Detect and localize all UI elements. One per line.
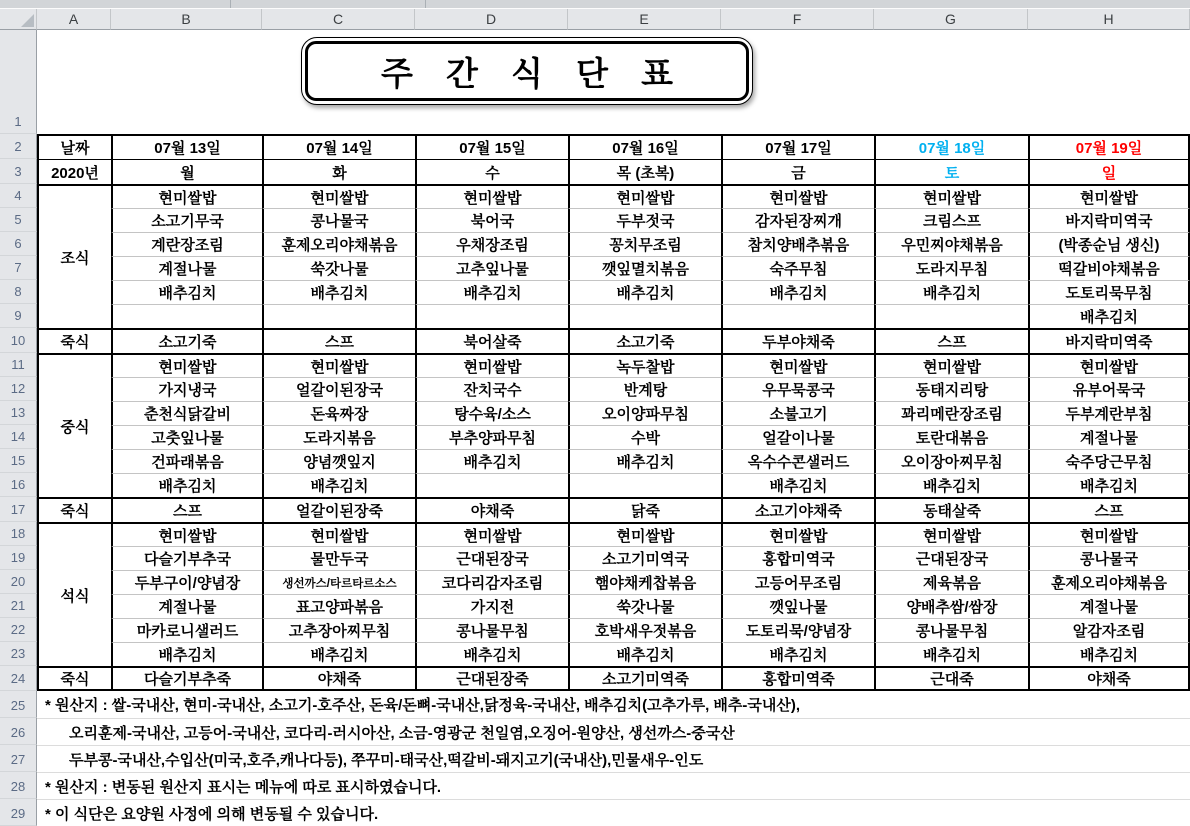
- lunch-menu-cell[interactable]: 유부어묵국: [1028, 377, 1190, 401]
- year-label-cell[interactable]: 2020년: [37, 159, 111, 184]
- column-header-e[interactable]: E: [568, 9, 721, 30]
- date-label-cell[interactable]: 날짜: [37, 134, 111, 159]
- window-top-strip: [0, 0, 1190, 9]
- dinner-menu-cell[interactable]: 배추김치: [1028, 642, 1190, 666]
- breakfast-menu-cell[interactable]: 떡갈비야채볶음: [1028, 256, 1190, 280]
- lunch-menu-cell[interactable]: 수박: [568, 425, 721, 449]
- porridge-menu-cell[interactable]: 근대죽: [874, 666, 1028, 691]
- origin-note-line[interactable]: 오리훈제-국내산, 고등어-국내산, 코다리-러시아산, 소금-영광군 천일염,오징어-원양산, 생선까스-중국산: [37, 718, 1190, 745]
- porridge-menu-cell[interactable]: 스프: [262, 328, 415, 353]
- breakfast-menu-cell[interactable]: 소고기무국: [111, 208, 262, 232]
- dinner-menu-cell[interactable]: 배추김치: [415, 642, 568, 666]
- date-header-cell-sunday[interactable]: 07월 19일: [1028, 134, 1190, 159]
- lunch-menu-cell[interactable]: 토란대볶음: [874, 425, 1028, 449]
- dinner-menu-cell[interactable]: 양배추쌈/쌈장: [874, 594, 1028, 618]
- row-number[interactable]: 13: [0, 401, 37, 425]
- date-header-cell[interactable]: 07월 15일: [415, 134, 568, 159]
- breakfast-menu-cell[interactable]: 숙주무침: [721, 256, 874, 280]
- lunch-menu-cell[interactable]: 가지냉국: [111, 377, 262, 401]
- porridge-label[interactable]: 죽식: [37, 328, 111, 353]
- row-number[interactable]: 5: [0, 208, 37, 232]
- porridge-menu-cell[interactable]: 스프: [1028, 497, 1190, 522]
- meal-section-label-lunch[interactable]: 중식: [37, 353, 111, 497]
- dinner-menu-cell[interactable]: 근대된장국: [874, 546, 1028, 570]
- lunch-menu-cell[interactable]: 배추김치: [415, 449, 568, 473]
- breakfast-menu-cell[interactable]: 배추김치: [721, 280, 874, 304]
- breakfast-menu-cell[interactable]: 쑥갓나물: [262, 256, 415, 280]
- meal-section-label-breakfast[interactable]: 조식: [37, 184, 111, 328]
- row-number[interactable]: 23: [0, 642, 37, 666]
- title-row: [37, 30, 1190, 134]
- breakfast-menu-cell[interactable]: 깻잎멸치볶음: [568, 256, 721, 280]
- lunch-menu-cell[interactable]: 반계탕: [568, 377, 721, 401]
- row-number[interactable]: 14: [0, 425, 37, 449]
- day-header-cell-sunday[interactable]: 일: [1028, 159, 1190, 184]
- lunch-menu-cell[interactable]: 배추김치: [721, 473, 874, 497]
- lunch-menu-cell[interactable]: 두부계란부침: [1028, 401, 1190, 425]
- lunch-menu-cell[interactable]: 현미쌀밥: [874, 353, 1028, 377]
- row-number[interactable]: 17: [0, 497, 37, 522]
- row-number[interactable]: 12: [0, 377, 37, 401]
- dinner-menu-cell[interactable]: 배추김치: [874, 642, 1028, 666]
- lunch-menu-cell[interactable]: 현미쌀밥: [415, 353, 568, 377]
- lunch-menu-cell[interactable]: 건파래볶음: [111, 449, 262, 473]
- dinner-menu-cell[interactable]: 물만두국: [262, 546, 415, 570]
- dinner-menu-cell[interactable]: 현미쌀밥: [874, 522, 1028, 546]
- breakfast-menu-cell[interactable]: 배추김치: [1028, 304, 1190, 328]
- origin-note-line[interactable]: 두부콩-국내산,수입산(미국,호주,캐나다등), 쭈꾸미-태국산,떡갈비-돼지고기(국내산),민물새우-인도: [37, 745, 1190, 772]
- column-header-b[interactable]: B: [111, 9, 262, 30]
- breakfast-menu-cell[interactable]: 계란장조림: [111, 232, 262, 256]
- dinner-menu-cell[interactable]: 생선까스/타르타르소스: [262, 570, 415, 594]
- breakfast-menu-cell[interactable]: 바지락미역국: [1028, 208, 1190, 232]
- porridge-menu-cell[interactable]: 바지락미역죽: [1028, 328, 1190, 353]
- row-number[interactable]: 16: [0, 473, 37, 497]
- day-header-cell[interactable]: 화: [262, 159, 415, 184]
- dinner-menu-cell[interactable]: 가지전: [415, 594, 568, 618]
- breakfast-menu-cell[interactable]: [111, 304, 262, 328]
- breakfast-menu-cell[interactable]: [415, 304, 568, 328]
- lunch-menu-cell[interactable]: 현미쌀밥: [111, 353, 262, 377]
- breakfast-menu-cell[interactable]: [721, 304, 874, 328]
- strip-divider: [425, 0, 426, 8]
- column-header-c[interactable]: C: [262, 9, 415, 30]
- lunch-menu-cell[interactable]: 녹두찰밥: [568, 353, 721, 377]
- porridge-menu-cell[interactable]: 얼갈이된장죽: [262, 497, 415, 522]
- porridge-menu-cell[interactable]: 야채죽: [1028, 666, 1190, 691]
- dinner-menu-cell[interactable]: 콩나물무침: [874, 618, 1028, 642]
- porridge-menu-cell[interactable]: 북어살죽: [415, 328, 568, 353]
- day-header-cell[interactable]: 금: [721, 159, 874, 184]
- breakfast-menu-cell[interactable]: 우채장조림: [415, 232, 568, 256]
- dinner-menu-cell[interactable]: 고등어무조림: [721, 570, 874, 594]
- lunch-menu-cell[interactable]: 얼갈이된장국: [262, 377, 415, 401]
- row-number[interactable]: 4: [0, 184, 37, 208]
- row-number[interactable]: 15: [0, 449, 37, 473]
- row-number[interactable]: 10: [0, 328, 37, 353]
- row-number[interactable]: 29: [0, 799, 37, 826]
- porridge-menu-cell[interactable]: 소고기야채죽: [721, 497, 874, 522]
- lunch-menu-cell[interactable]: 양념깻잎지: [262, 449, 415, 473]
- breakfast-menu-cell[interactable]: 콩나물국: [262, 208, 415, 232]
- porridge-menu-cell[interactable]: 두부야채죽: [721, 328, 874, 353]
- dinner-menu-cell[interactable]: 현미쌀밥: [568, 522, 721, 546]
- dinner-menu-cell[interactable]: 배추김치: [568, 642, 721, 666]
- lunch-menu-cell[interactable]: 소불고기: [721, 401, 874, 425]
- breakfast-menu-cell[interactable]: 도라지무침: [874, 256, 1028, 280]
- lunch-menu-cell[interactable]: 배추김치: [874, 473, 1028, 497]
- lunch-menu-cell[interactable]: 계절나물: [1028, 425, 1190, 449]
- select-all-corner[interactable]: [0, 9, 37, 30]
- dinner-menu-cell[interactable]: 현미쌀밥: [721, 522, 874, 546]
- porridge-menu-cell[interactable]: 야채죽: [262, 666, 415, 691]
- dinner-menu-cell[interactable]: 알감자조림: [1028, 618, 1190, 642]
- row-number[interactable]: 24: [0, 666, 37, 691]
- breakfast-menu-cell[interactable]: 현미쌀밥: [262, 184, 415, 208]
- dinner-menu-cell[interactable]: 고추장아찌무침: [262, 618, 415, 642]
- lunch-menu-cell[interactable]: 배추김치: [568, 449, 721, 473]
- porridge-menu-cell[interactable]: 홍합미역죽: [721, 666, 874, 691]
- breakfast-menu-cell[interactable]: 두부젓국: [568, 208, 721, 232]
- breakfast-menu-cell[interactable]: [568, 304, 721, 328]
- lunch-menu-cell[interactable]: [415, 473, 568, 497]
- dinner-menu-cell[interactable]: 현미쌀밥: [262, 522, 415, 546]
- lunch-menu-cell[interactable]: 돈육짜장: [262, 401, 415, 425]
- lunch-menu-cell[interactable]: 우무묵콩국: [721, 377, 874, 401]
- dinner-menu-cell[interactable]: 표고양파볶음: [262, 594, 415, 618]
- breakfast-menu-cell[interactable]: 배추김치: [874, 280, 1028, 304]
- porridge-menu-cell[interactable]: 소고기미역죽: [568, 666, 721, 691]
- day-header-cell[interactable]: 수: [415, 159, 568, 184]
- breakfast-menu-cell[interactable]: (박종순님 생신): [1028, 232, 1190, 256]
- dinner-menu-cell[interactable]: 두부구이/양념장: [111, 570, 262, 594]
- row-number[interactable]: 6: [0, 232, 37, 256]
- dinner-menu-cell[interactable]: 콩나물국: [1028, 546, 1190, 570]
- lunch-menu-cell[interactable]: 고춧잎나물: [111, 425, 262, 449]
- porridge-menu-cell[interactable]: 근대된장죽: [415, 666, 568, 691]
- breakfast-menu-cell[interactable]: 꽁치무조림: [568, 232, 721, 256]
- spreadsheet-grid: [0, 9, 1190, 826]
- row-number[interactable]: 28: [0, 772, 37, 799]
- day-header-cell[interactable]: 목 (초복): [568, 159, 721, 184]
- dinner-menu-cell[interactable]: 소고기미역국: [568, 546, 721, 570]
- breakfast-menu-cell[interactable]: 훈제오리야채볶음: [262, 232, 415, 256]
- dinner-menu-cell[interactable]: 배추김치: [721, 642, 874, 666]
- lunch-menu-cell[interactable]: 현미쌀밥: [262, 353, 415, 377]
- porridge-menu-cell[interactable]: 스프: [874, 328, 1028, 353]
- dinner-menu-cell[interactable]: 콩나물무침: [415, 618, 568, 642]
- lunch-menu-cell[interactable]: 배추김치: [262, 473, 415, 497]
- breakfast-menu-cell[interactable]: 북어국: [415, 208, 568, 232]
- column-header-f[interactable]: F: [721, 9, 874, 30]
- row-number[interactable]: 2: [0, 134, 37, 159]
- row-number[interactable]: 9: [0, 304, 37, 328]
- column-header-h[interactable]: H: [1028, 9, 1190, 30]
- origin-change-note[interactable]: * 원산지 : 변동된 원산지 표시는 메뉴에 따로 표시하였습니다.: [37, 772, 1190, 799]
- dinner-menu-cell[interactable]: 근대된장국: [415, 546, 568, 570]
- row-number[interactable]: 11: [0, 353, 37, 377]
- dinner-menu-cell[interactable]: 제육볶음: [874, 570, 1028, 594]
- breakfast-menu-cell[interactable]: 우민찌야채볶음: [874, 232, 1028, 256]
- dinner-menu-cell[interactable]: 현미쌀밥: [111, 522, 262, 546]
- breakfast-menu-cell[interactable]: 배추김치: [262, 280, 415, 304]
- dinner-menu-cell[interactable]: 훈제오리야채볶음: [1028, 570, 1190, 594]
- menu-change-note[interactable]: * 이 식단은 요양원 사정에 의해 변동될 수 있습니다.: [37, 799, 1190, 826]
- dinner-menu-cell[interactable]: 마카로니샐러드: [111, 618, 262, 642]
- breakfast-menu-cell[interactable]: 배추김치: [415, 280, 568, 304]
- lunch-menu-cell[interactable]: 탕수육/소스: [415, 401, 568, 425]
- dinner-menu-cell[interactable]: 계절나물: [1028, 594, 1190, 618]
- date-header-cell[interactable]: 07월 13일: [111, 134, 262, 159]
- row-number[interactable]: 20: [0, 570, 37, 594]
- page-title: 주 간 식 단 표: [305, 41, 749, 101]
- date-header-cell[interactable]: 07월 14일: [262, 134, 415, 159]
- row-number[interactable]: 21: [0, 594, 37, 618]
- date-header-cell[interactable]: 07월 16일: [568, 134, 721, 159]
- breakfast-menu-cell[interactable]: 현미쌀밥: [721, 184, 874, 208]
- breakfast-menu-cell[interactable]: 현미쌀밥: [1028, 184, 1190, 208]
- breakfast-menu-cell[interactable]: [262, 304, 415, 328]
- porridge-menu-cell[interactable]: 소고기죽: [568, 328, 721, 353]
- row-number[interactable]: 22: [0, 618, 37, 642]
- porridge-menu-cell[interactable]: 다슬기부추죽: [111, 666, 262, 691]
- porridge-menu-cell[interactable]: 닭죽: [568, 497, 721, 522]
- dinner-menu-cell[interactable]: 햄야채케찹볶음: [568, 570, 721, 594]
- column-header-a[interactable]: A: [37, 9, 111, 30]
- date-header-cell[interactable]: 07월 17일: [721, 134, 874, 159]
- lunch-menu-cell[interactable]: 배추김치: [111, 473, 262, 497]
- lunch-menu-cell[interactable]: 얼갈이나물: [721, 425, 874, 449]
- dinner-menu-cell[interactable]: 코다리감자조림: [415, 570, 568, 594]
- breakfast-menu-cell[interactable]: 참치양배추볶음: [721, 232, 874, 256]
- row-number[interactable]: 26: [0, 718, 37, 745]
- lunch-menu-cell[interactable]: 현미쌀밥: [721, 353, 874, 377]
- column-header-g[interactable]: G: [874, 9, 1028, 30]
- breakfast-menu-cell[interactable]: 도토리묵무침: [1028, 280, 1190, 304]
- dinner-menu-cell[interactable]: 호박새우젓볶음: [568, 618, 721, 642]
- title-box[interactable]: [301, 37, 753, 105]
- lunch-menu-cell[interactable]: 꽈리메란장조림: [874, 401, 1028, 425]
- row-number[interactable]: 7: [0, 256, 37, 280]
- dinner-menu-cell[interactable]: 홍합미역국: [721, 546, 874, 570]
- select-all-triangle-icon: [21, 14, 34, 27]
- dinner-menu-cell[interactable]: 도토리묵/양념장: [721, 618, 874, 642]
- lunch-menu-cell[interactable]: [568, 473, 721, 497]
- dinner-menu-cell[interactable]: 쑥갓나물: [568, 594, 721, 618]
- dinner-menu-cell[interactable]: 깻잎나물: [721, 594, 874, 618]
- dinner-menu-cell[interactable]: 현미쌀밥: [415, 522, 568, 546]
- porridge-menu-cell[interactable]: 스프: [111, 497, 262, 522]
- origin-note-line[interactable]: * 원산지 : 쌀-국내산, 현미-국내산, 소고기-호주산, 돈육/돈뼈-국내산,닭정육-국내산, 배추김치(고추가루, 배추-국내산),: [37, 691, 1190, 718]
- breakfast-menu-cell[interactable]: 현미쌀밥: [415, 184, 568, 208]
- lunch-menu-cell[interactable]: 숙주당근무침: [1028, 449, 1190, 473]
- breakfast-menu-cell[interactable]: 현미쌀밥: [568, 184, 721, 208]
- porridge-label[interactable]: 죽식: [37, 666, 111, 691]
- porridge-label[interactable]: 죽식: [37, 497, 111, 522]
- breakfast-menu-cell[interactable]: 배추김치: [568, 280, 721, 304]
- breakfast-menu-cell[interactable]: 배추김치: [111, 280, 262, 304]
- column-header-d[interactable]: D: [415, 9, 568, 30]
- porridge-menu-cell[interactable]: 야채죽: [415, 497, 568, 522]
- breakfast-menu-cell[interactable]: 현미쌀밥: [874, 184, 1028, 208]
- lunch-menu-cell[interactable]: 동태지리탕: [874, 377, 1028, 401]
- row-number[interactable]: 18: [0, 522, 37, 546]
- breakfast-menu-cell[interactable]: [874, 304, 1028, 328]
- dinner-menu-cell[interactable]: 현미쌀밥: [1028, 522, 1190, 546]
- row-number[interactable]: 1: [0, 30, 37, 134]
- lunch-menu-cell[interactable]: 춘천식닭갈비: [111, 401, 262, 425]
- porridge-menu-cell[interactable]: 동태살죽: [874, 497, 1028, 522]
- dinner-menu-cell[interactable]: 계절나물: [111, 594, 262, 618]
- porridge-menu-cell[interactable]: 소고기죽: [111, 328, 262, 353]
- lunch-menu-cell[interactable]: 옥수수콘샐러드: [721, 449, 874, 473]
- lunch-menu-cell[interactable]: 도라지볶음: [262, 425, 415, 449]
- day-header-cell[interactable]: 월: [111, 159, 262, 184]
- breakfast-menu-cell[interactable]: 크림스프: [874, 208, 1028, 232]
- strip-divider: [230, 0, 231, 8]
- lunch-menu-cell[interactable]: 오이장아찌무침: [874, 449, 1028, 473]
- lunch-menu-cell[interactable]: 잔치국수: [415, 377, 568, 401]
- breakfast-menu-cell[interactable]: 계절나물: [111, 256, 262, 280]
- row-number[interactable]: 19: [0, 546, 37, 570]
- row-number[interactable]: 3: [0, 159, 37, 184]
- breakfast-menu-cell[interactable]: 감자된장찌개: [721, 208, 874, 232]
- lunch-menu-cell[interactable]: 오이양파무침: [568, 401, 721, 425]
- lunch-menu-cell[interactable]: 부추양파무침: [415, 425, 568, 449]
- lunch-menu-cell[interactable]: 현미쌀밥: [1028, 353, 1190, 377]
- meal-section-label-dinner[interactable]: 석식: [37, 522, 111, 666]
- breakfast-menu-cell[interactable]: 고추잎나물: [415, 256, 568, 280]
- row-number[interactable]: 27: [0, 745, 37, 772]
- date-header-cell-saturday[interactable]: 07월 18일: [874, 134, 1028, 159]
- day-header-cell-saturday[interactable]: 토: [874, 159, 1028, 184]
- row-number[interactable]: 8: [0, 280, 37, 304]
- dinner-menu-cell[interactable]: 배추김치: [262, 642, 415, 666]
- dinner-menu-cell[interactable]: 배추김치: [111, 642, 262, 666]
- row-number[interactable]: 25: [0, 691, 37, 718]
- dinner-menu-cell[interactable]: 다슬기부추국: [111, 546, 262, 570]
- lunch-menu-cell[interactable]: 배추김치: [1028, 473, 1190, 497]
- breakfast-menu-cell[interactable]: 현미쌀밥: [111, 184, 262, 208]
